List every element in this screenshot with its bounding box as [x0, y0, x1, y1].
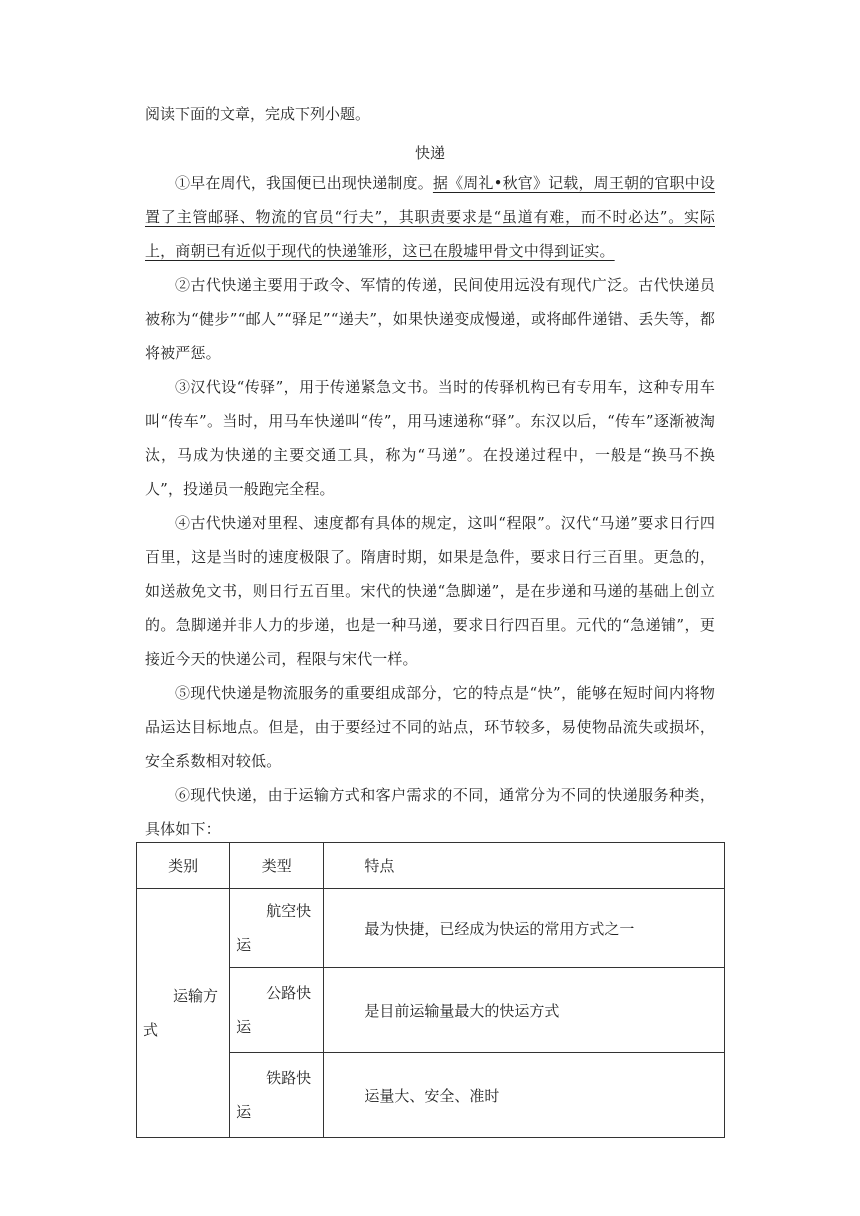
paragraph-3-text: ③汉代设“传驿”，用于传递紧急文书。当时的传驿机构已有专用车，这种专用车叫“传车”。当时，用马车快递叫“传”，用马速递称“驿”。东汉以后，“传车”逐渐被淘汰，马成为快递的主要交通工具，称为“马递”。在投递过程中，一般是“换马不换人”，投递员一般跑完全程。: [145, 378, 715, 498]
paragraph-1-text: ①早在周代，我国便已出现快递制度。: [175, 174, 433, 192]
paragraph-4-text: ④古代快递对里程、速度都有具体的规定，这叫“程限”。汉代“马递”要求日行四百里，这是当时的速度极限了。隋唐时期，如果是急件，要求日行三百里。更急的，如送赦免文书，则日行五百里。宋代的快递“急脚递”，是在步递和马递的基础上创立的。急脚递并非人力的步递，也是一种马递，要求日行四百里。元代的“急递铺”，更接近今天的快递公司，程限与宋代一样。: [145, 514, 715, 668]
paragraph-1-underlined: 据《周礼•秋官》记载，周王朝的官职中设置了主管邮驿、物流的官员“行夫”，其职责要求是“虽道有难，而不时必达”。实际上，商朝已有近似于现代的快递雏形，这已在殷墟甲骨文中得到证实。: [145, 174, 715, 260]
feature-cell: 最为快捷，已经成为快运的常用方式之一: [324, 889, 725, 968]
type-cell: 公路快运: [230, 968, 324, 1053]
table-header-row: [137, 843, 725, 889]
category-cell: 运输方式: [137, 889, 230, 1138]
paragraph-1: [145, 166, 715, 268]
header-feature: 特点: [324, 843, 725, 889]
paragraph-2: [145, 268, 715, 370]
feature-cell: 是目前运输量最大的快运方式: [324, 968, 725, 1053]
paragraph-4: [145, 506, 715, 676]
instruction-text: 阅读下面的文章，完成下列小题。: [145, 105, 371, 123]
paragraph-6-text: ⑥现代快递，由于运输方式和客户需求的不同，通常分为不同的快递服务种类，具体如下：: [145, 786, 715, 838]
feature-cell: 运量大、安全、准时: [324, 1053, 725, 1138]
courier-types-table: [136, 842, 725, 1138]
paragraph-5: [145, 676, 715, 778]
header-category: 类别: [137, 843, 230, 889]
header-type: 类型: [230, 843, 324, 889]
paragraph-5-text: ⑤现代快递是物流服务的重要组成部分，它的特点是“快”，能够在短时间内将物品运达目标地点。但是，由于要经过不同的站点，环节较多，易使物品流失或损坏，安全系数相对较低。: [145, 684, 715, 770]
type-cell: 航空快运: [230, 889, 324, 968]
table-row: [137, 889, 725, 968]
paragraph-3: [145, 370, 715, 506]
article-title: 快递: [414, 144, 445, 162]
type-cell: 铁路快运: [230, 1053, 324, 1138]
paragraph-6: [145, 778, 715, 846]
paragraph-2-text: ②古代快递主要用于政令、军情的传递，民间使用远没有现代广泛。古代快递员被称为“健步”“邮人”“驿足”“递夫”，如果快递变成慢递，或将邮件递错、丢失等，都将被严惩。: [145, 276, 715, 362]
